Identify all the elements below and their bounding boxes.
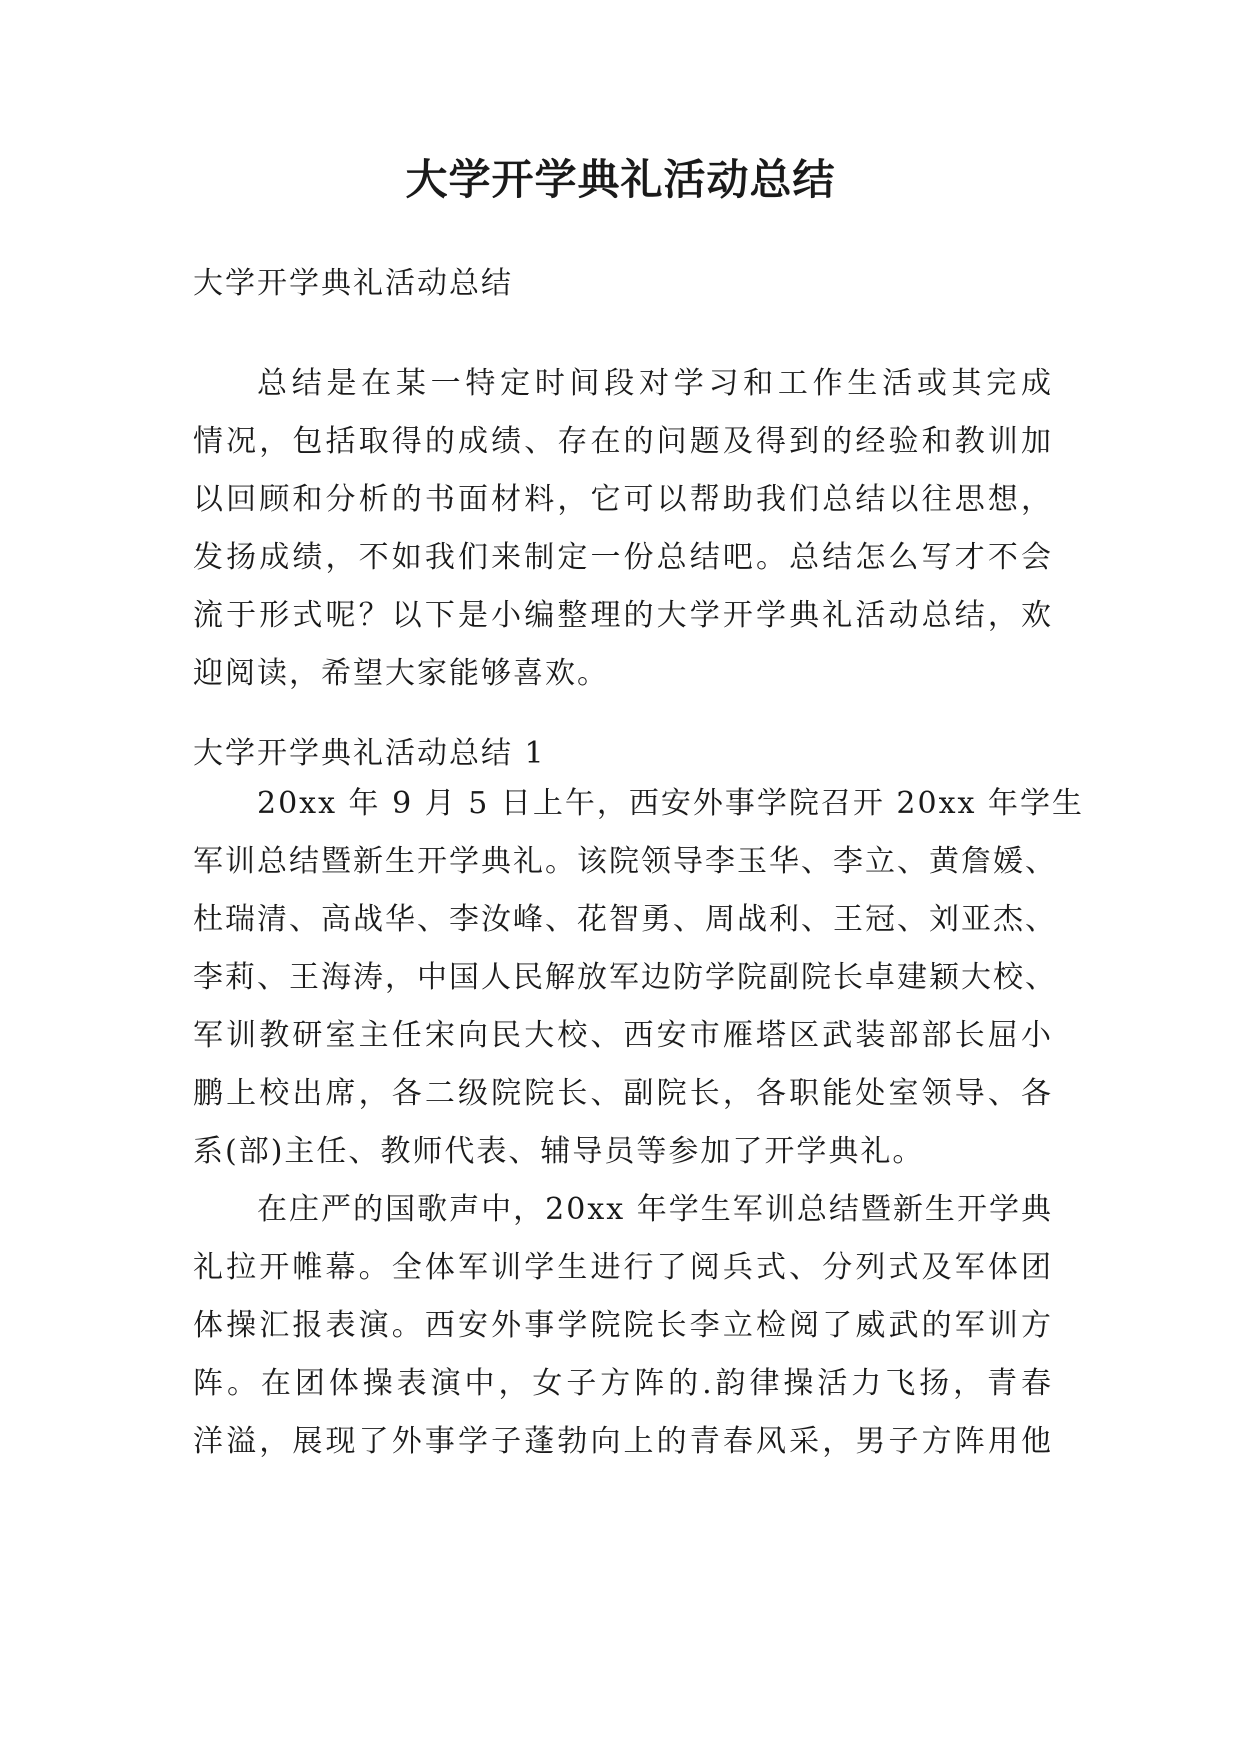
- intro-line: 情况，包括取得的成绩、存在的问题及得到的经验和教训加: [193, 424, 1053, 459]
- document-title: 大学开学典礼活动总结: [405, 155, 836, 204]
- intro-line: 迎阅读，希望大家能够喜欢。: [193, 656, 609, 691]
- paragraph-line: 李莉、王海涛，中国人民解放军边防学院副院长卓建颖大校、: [193, 960, 1057, 995]
- paragraph-line: 20xx 年 9 月 5 日上午，西安外事学院召开 20xx 年学生: [257, 786, 1084, 821]
- section1-paragraph-2: [193, 1181, 1053, 1471]
- paragraph-line: 在庄严的国歌声中，20xx 年学生军训总结暨新生开学典: [257, 1192, 1053, 1227]
- intro-line: 流于形式呢？以下是小编整理的大学开学典礼活动总结，欢: [193, 598, 1053, 633]
- section-heading: 大学开学典礼活动总结 1: [193, 736, 546, 771]
- paragraph-line: 阵。在团体操表演中，女子方阵的.韵律操活力飞扬，青春: [193, 1366, 1053, 1401]
- intro-line: 总结是在某一特定时间段对学习和工作生活或其完成: [257, 366, 1053, 401]
- paragraph-line: 鹏上校出席，各二级院院长、副院长，各职能处室领导、各: [193, 1076, 1053, 1111]
- paragraph-line: 洋溢，展现了外事学子蓬勃向上的青春风采，男子方阵用他: [193, 1424, 1053, 1459]
- document-subtitle: 大学开学典礼活动总结: [193, 266, 513, 301]
- section1-paragraph-1: [193, 775, 1084, 1181]
- paragraph-line: 礼拉开帷幕。全体军训学生进行了阅兵式、分列式及军体团: [193, 1250, 1053, 1285]
- paragraph-line: 系(部)主任、教师代表、辅导员等参加了开学典礼。: [193, 1134, 925, 1169]
- paragraph-line: 军训总结暨新生开学典礼。该院领导李玉华、李立、黄詹媛、: [193, 844, 1057, 879]
- paragraph-line: 体操汇报表演。西安外事学院院长李立检阅了威武的军训方: [193, 1308, 1053, 1343]
- intro-paragraph: [193, 355, 1053, 703]
- paragraph-line: 军训教研室主任宋向民大校、西安市雁塔区武装部部长屈小: [193, 1018, 1053, 1053]
- intro-line: 发扬成绩，不如我们来制定一份总结吧。总结怎么写才不会: [193, 540, 1053, 575]
- intro-line: 以回顾和分析的书面材料，它可以帮助我们总结以往思想，: [193, 482, 1053, 517]
- paragraph-line: 杜瑞清、高战华、李汝峰、花智勇、周战利、王冠、刘亚杰、: [193, 902, 1057, 937]
